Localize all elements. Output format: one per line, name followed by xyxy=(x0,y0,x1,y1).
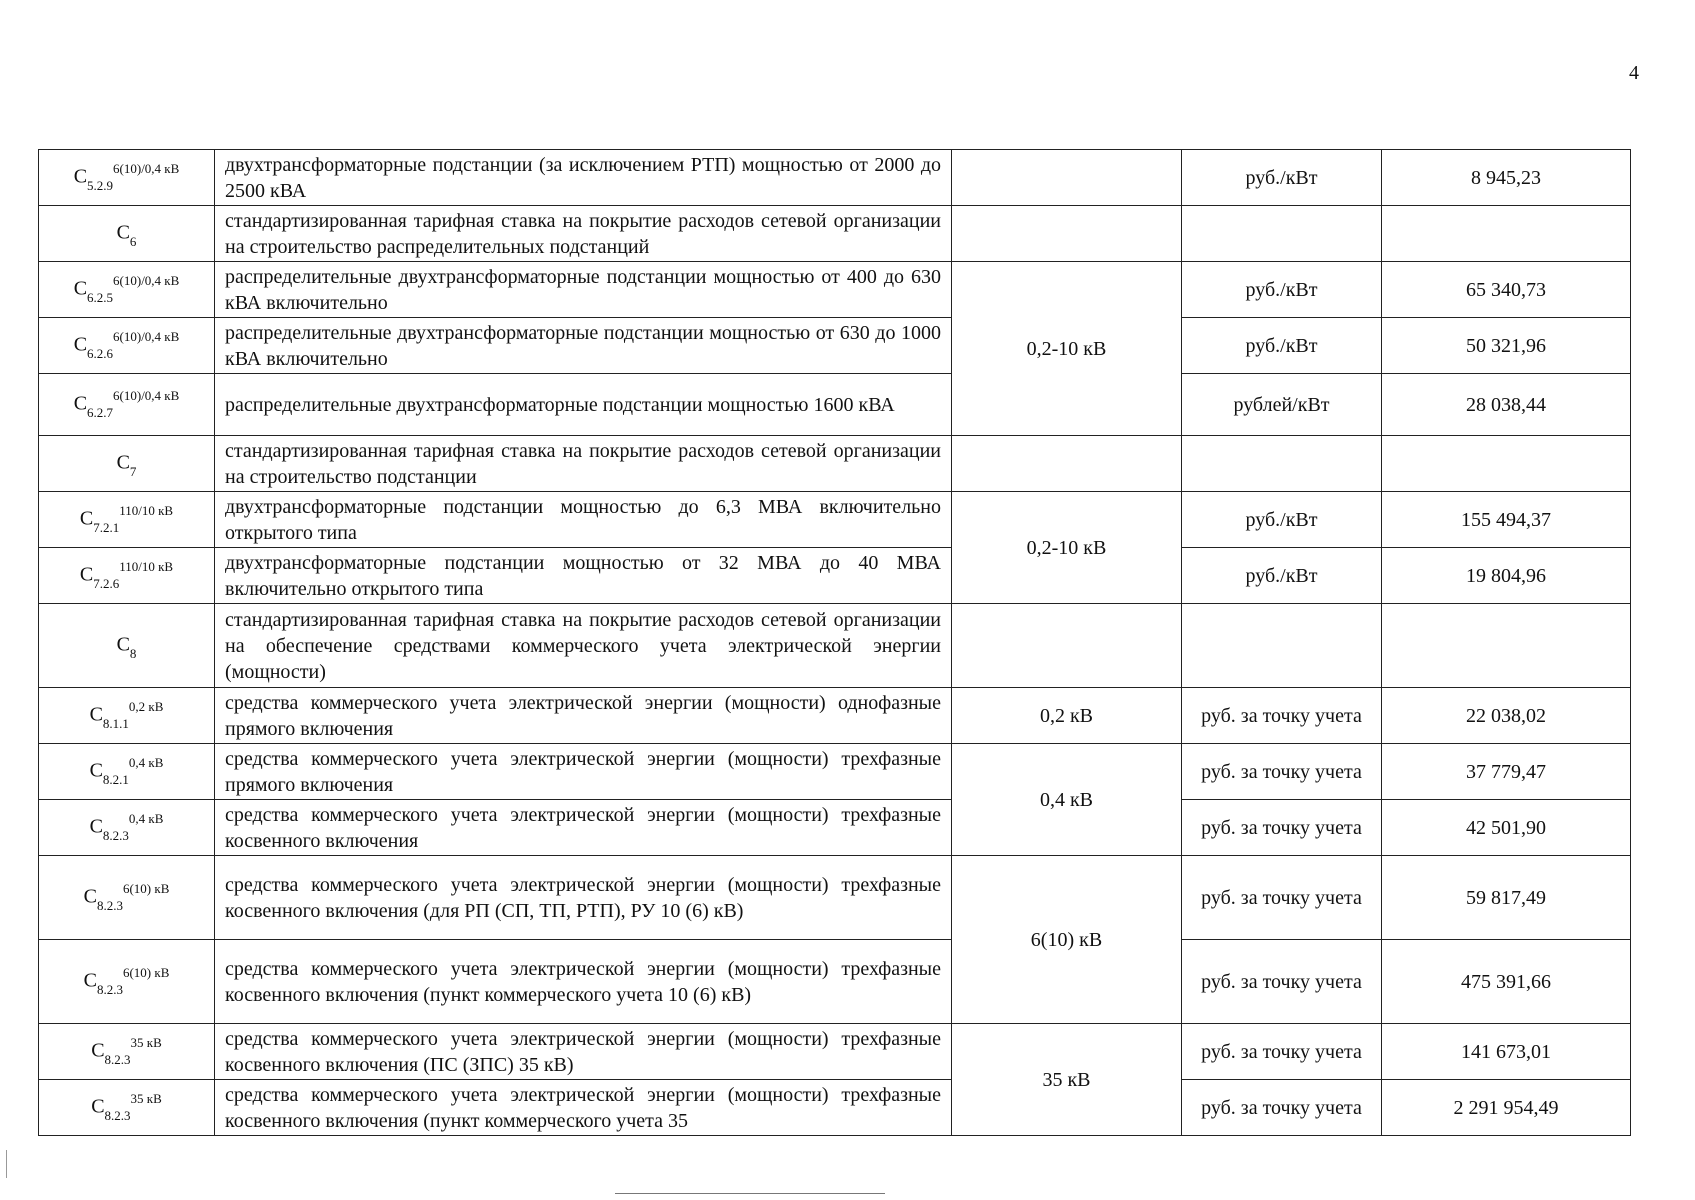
unit-cell: руб./кВт xyxy=(1182,548,1382,604)
unit-cell: руб./кВт xyxy=(1182,262,1382,318)
table-row xyxy=(39,940,1631,1024)
voltage-cell xyxy=(952,206,1182,262)
table-row xyxy=(39,548,1631,604)
rate-code-cell: $C_8$ xyxy=(39,604,215,688)
description-cell: распределительные двухтрансформаторные подстанции мощностью 1600 кВА xyxy=(215,374,952,436)
description-cell: средства коммерческого учета электрической энергии (мощности) трехфазные косвенного включения (ПС (ЗПС) 35 кВ) xyxy=(215,1024,952,1080)
value-cell: 65 340,73 xyxy=(1382,262,1631,318)
table-row xyxy=(39,492,1631,548)
table-row xyxy=(39,150,1631,206)
value-cell: 37 779,47 xyxy=(1382,744,1631,800)
description-cell: средства коммерческого учета электрической энергии (мощности) трехфазные косвенного включения xyxy=(215,800,952,856)
unit-cell xyxy=(1182,206,1382,262)
rate-code-cell: $C_{8.2.1}^{0,4 кВ}$ xyxy=(39,744,215,800)
unit-cell: рублей/кВт xyxy=(1182,374,1382,436)
footer-rule xyxy=(615,1193,885,1194)
description-cell: двухтрансформаторные подстанции мощностью от 32 МВА до 40 МВА включительно открытого типа xyxy=(215,548,952,604)
rate-code-cell: $C_{5.2.9}^{6(10)/0,4 кВ}$ xyxy=(39,150,215,206)
rate-code-cell: $C_7$ xyxy=(39,436,215,492)
rate-code-cell: $C_6$ xyxy=(39,206,215,262)
description-cell: двухтрансформаторные подстанции (за исключением РТП) мощностью от 2000 до 2500 кВА xyxy=(215,150,952,206)
unit-cell xyxy=(1182,604,1382,688)
value-cell: 59 817,49 xyxy=(1382,856,1631,940)
table-row xyxy=(39,744,1631,800)
tariff-table xyxy=(38,149,1631,1136)
voltage-cell xyxy=(952,436,1182,492)
table-row xyxy=(39,604,1631,688)
value-cell: 141 673,01 xyxy=(1382,1024,1631,1080)
page-number: 4 xyxy=(1629,62,1639,84)
unit-cell: руб. за точку учета xyxy=(1182,856,1382,940)
rate-code-cell: $C_{8.2.3}^{6(10) кВ}$ xyxy=(39,856,215,940)
description-cell: стандартизированная тарифная ставка на покрытие расходов сетевой организации на строительство распределительных подстанций xyxy=(215,206,952,262)
value-cell: 42 501,90 xyxy=(1382,800,1631,856)
description-cell: стандартизированная тарифная ставка на покрытие расходов сетевой организации на строительство подстанции xyxy=(215,436,952,492)
unit-cell xyxy=(1182,436,1382,492)
description-cell: средства коммерческого учета электрической энергии (мощности) трехфазные косвенного включения (пункт коммерческого учета 35 xyxy=(215,1080,952,1136)
voltage-cell: 0,4 кВ xyxy=(952,744,1182,856)
value-cell: 2 291 954,49 xyxy=(1382,1080,1631,1136)
table-row xyxy=(39,262,1631,318)
voltage-cell xyxy=(952,150,1182,206)
value-cell: 8 945,23 xyxy=(1382,150,1631,206)
voltage-cell: 0,2-10 кВ xyxy=(952,262,1182,436)
unit-cell: руб. за точку учета xyxy=(1182,1080,1382,1136)
description-cell: средства коммерческого учета электрической энергии (мощности) трехфазные косвенного включения (пункт коммерческого учета 10 (6) кВ) xyxy=(215,940,952,1024)
description-cell: распределительные двухтрансформаторные подстанции мощностью от 630 до 1000 кВА включительно xyxy=(215,318,952,374)
value-cell: 28 038,44 xyxy=(1382,374,1631,436)
value-cell: 155 494,37 xyxy=(1382,492,1631,548)
table-row xyxy=(39,1024,1631,1080)
table-row xyxy=(39,318,1631,374)
rate-code-cell: $C_{8.2.3}^{6(10) кВ}$ xyxy=(39,940,215,1024)
voltage-cell: 0,2-10 кВ xyxy=(952,492,1182,604)
scan-edge-mark xyxy=(6,1150,7,1178)
rate-code-cell: $C_{6.2.7}^{6(10)/0,4 кВ}$ xyxy=(39,374,215,436)
value-cell: 50 321,96 xyxy=(1382,318,1631,374)
unit-cell: руб. за точку учета xyxy=(1182,688,1382,744)
value-cell: 22 038,02 xyxy=(1382,688,1631,744)
value-cell xyxy=(1382,436,1631,492)
table-row xyxy=(39,856,1631,940)
description-cell: средства коммерческого учета электрической энергии (мощности) однофазные прямого включения xyxy=(215,688,952,744)
voltage-cell xyxy=(952,604,1182,688)
voltage-cell: 35 кВ xyxy=(952,1024,1182,1136)
description-cell: средства коммерческого учета электрической энергии (мощности) трехфазные прямого включения xyxy=(215,744,952,800)
rate-code-cell: $C_{7.2.6}^{110/10 кВ}$ xyxy=(39,548,215,604)
value-cell xyxy=(1382,604,1631,688)
table-row xyxy=(39,688,1631,744)
rate-code-cell: $C_{7.2.1}^{110/10 кВ}$ xyxy=(39,492,215,548)
rate-code-cell: $C_{6.2.6}^{6(10)/0,4 кВ}$ xyxy=(39,318,215,374)
description-cell: стандартизированная тарифная ставка на покрытие расходов сетевой организации на обеспечение средствами коммерческого учета электрической энергии (мощности) xyxy=(215,604,952,688)
description-cell: средства коммерческого учета электрической энергии (мощности) трехфазные косвенного включения (для РП (СП, ТП, РТП), РУ 10 (6) кВ) xyxy=(215,856,952,940)
table-row xyxy=(39,206,1631,262)
rate-code-cell: $C_{6.2.5}^{6(10)/0,4 кВ}$ xyxy=(39,262,215,318)
table-row xyxy=(39,374,1631,436)
unit-cell: руб. за точку учета xyxy=(1182,800,1382,856)
unit-cell: руб./кВт xyxy=(1182,492,1382,548)
voltage-cell: 0,2 кВ xyxy=(952,688,1182,744)
rate-code-cell: $C_{8.1.1}^{0,2 кВ}$ xyxy=(39,688,215,744)
unit-cell: руб./кВт xyxy=(1182,318,1382,374)
value-cell xyxy=(1382,206,1631,262)
table-row xyxy=(39,436,1631,492)
table-row xyxy=(39,800,1631,856)
value-cell: 19 804,96 xyxy=(1382,548,1631,604)
voltage-cell: 6(10) кВ xyxy=(952,856,1182,1024)
description-cell: двухтрансформаторные подстанции мощностью до 6,3 МВА включительно открытого типа xyxy=(215,492,952,548)
table-row xyxy=(39,1080,1631,1136)
description-cell: распределительные двухтрансформаторные подстанции мощностью от 400 до 630 кВА включительно xyxy=(215,262,952,318)
unit-cell: руб. за точку учета xyxy=(1182,744,1382,800)
unit-cell: руб. за точку учета xyxy=(1182,940,1382,1024)
rate-code-cell: $C_{8.2.3}^{0,4 кВ}$ xyxy=(39,800,215,856)
unit-cell: руб. за точку учета xyxy=(1182,1024,1382,1080)
rate-code-cell: $C_{8.2.3}^{35 кВ}$ xyxy=(39,1024,215,1080)
unit-cell: руб./кВт xyxy=(1182,150,1382,206)
rate-code-cell: $C_{8.2.3}^{35 кВ}$ xyxy=(39,1080,215,1136)
value-cell: 475 391,66 xyxy=(1382,940,1631,1024)
